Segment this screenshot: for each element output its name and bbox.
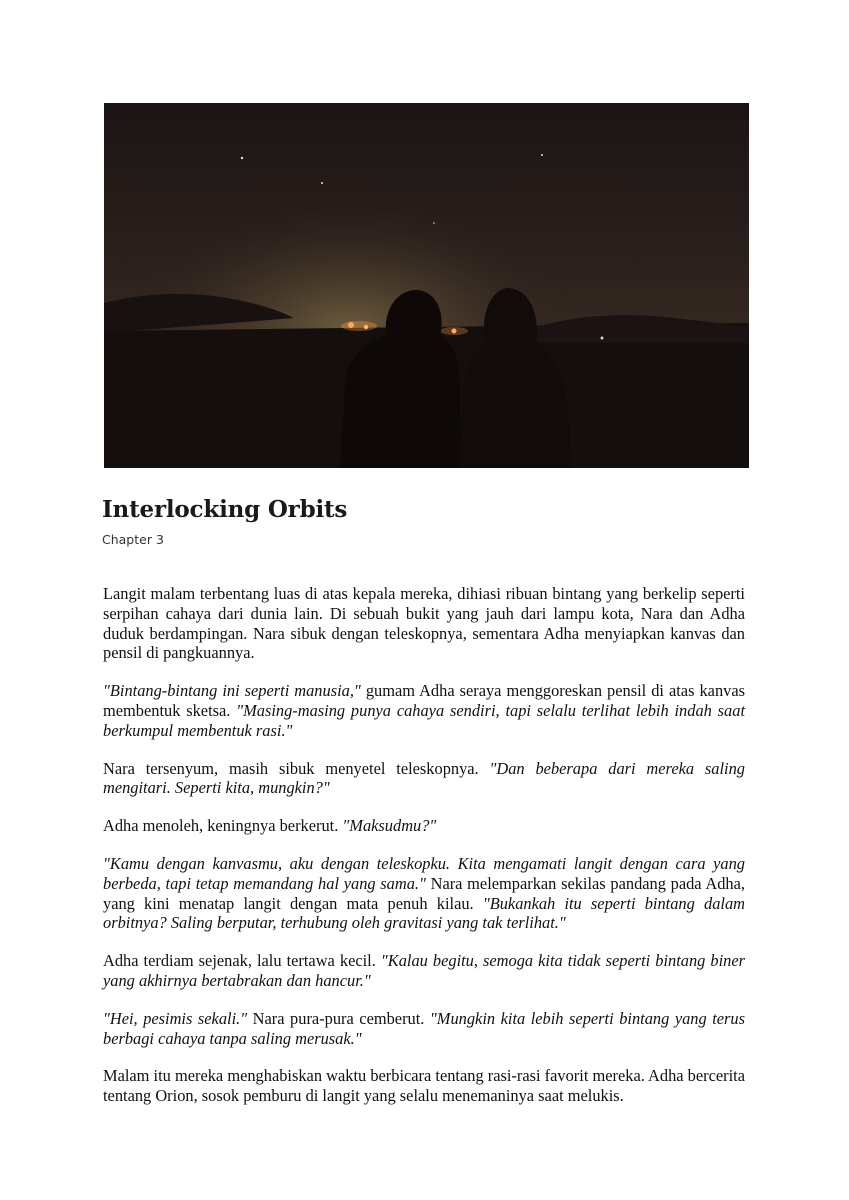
paragraph-1: Langit malam terbentang luas di atas kepala mereka, dihiasi ribuan bintang yang berkelip seperti serpihan cahaya dari dunia lain. Di sebuah bukit yang jauh dari lampu kota, Nara dan Adha duduk berdampingan. Nara sibuk dengan teleskopnya, sementara Adha menyiapkan kanvas dan pensil di pangkuannya.	[103, 584, 745, 663]
paragraph-8: Malam itu mereka menghabiskan waktu berbicara tentang rasi-rasi favorit mereka. Adha bercerita tentang Orion, sosok pemburu di langit yang selalu menemaninya saat melukis.	[103, 1066, 745, 1106]
dialogue: "Bukankah itu seperti bintang dalam orbitnya? Saling berputar, terhubung oleh gravitasi yang tak terlihat."	[103, 893, 745, 933]
dialogue: "Masing-masing punya cahaya sendiri, tapi selalu terlihat lebih indah saat berkumpul membentuk rasi."	[103, 700, 745, 740]
chapter-label: Chapter 3	[102, 532, 164, 547]
header-photo	[104, 103, 749, 468]
paragraph-2	[103, 681, 745, 740]
narration: gumam Adha seraya menggoreskan pensil di atas kanvas membentuk sketsa.	[103, 681, 745, 720]
paragraph-5	[103, 854, 745, 933]
paragraph-4	[103, 816, 745, 836]
dialogue: "Bintang-bintang ini seperti manusia,"	[103, 681, 361, 701]
star	[541, 154, 543, 156]
dialogue: "Hei, pesimis sekali."	[103, 1008, 248, 1028]
narration: Adha menoleh, keningnya berkerut.	[103, 816, 343, 836]
dialogue: "Dan beberapa dari mereka saling mengitari. Seperti kita, mungkin?"	[103, 758, 745, 798]
star	[433, 222, 435, 224]
paragraph-3	[103, 759, 745, 799]
narration: Adha terdiam sejenak, lalu tertawa kecil.	[103, 951, 381, 971]
page-title: Interlocking Orbits	[102, 496, 348, 523]
paragraph-7	[103, 1009, 745, 1049]
star	[321, 182, 323, 184]
narration: Nara tersenyum, masih sibuk menyetel teleskopnya.	[103, 758, 490, 778]
dialogue: "Kamu dengan kanvasmu, aku dengan teleskopku. Kita mengamati langit dengan cara yang berbeda, tapi tetap memandang hal yang sama."	[103, 853, 745, 893]
star	[241, 157, 243, 159]
narration: Nara melemparkan sekilas pandang pada Adha, yang kini menatap langit dengan mata penuh kilau.	[103, 873, 745, 913]
dialogue: "Kalau begitu, semoga kita tidak seperti bintang biner yang akhirnya bertabrakan dan hancur."	[103, 951, 745, 990]
narration: Nara pura-pura cemberut.	[247, 1008, 430, 1028]
city-light	[601, 337, 604, 340]
story-body	[103, 584, 745, 1124]
dialogue: "Maksudmu?"	[342, 816, 437, 836]
dialogue: "Mungkin kita lebih seperti bintang yang terus berbagi cahaya tanpa saling merusak."	[103, 1008, 746, 1048]
night-sky-illustration	[104, 103, 749, 468]
paragraph-6	[103, 951, 745, 991]
